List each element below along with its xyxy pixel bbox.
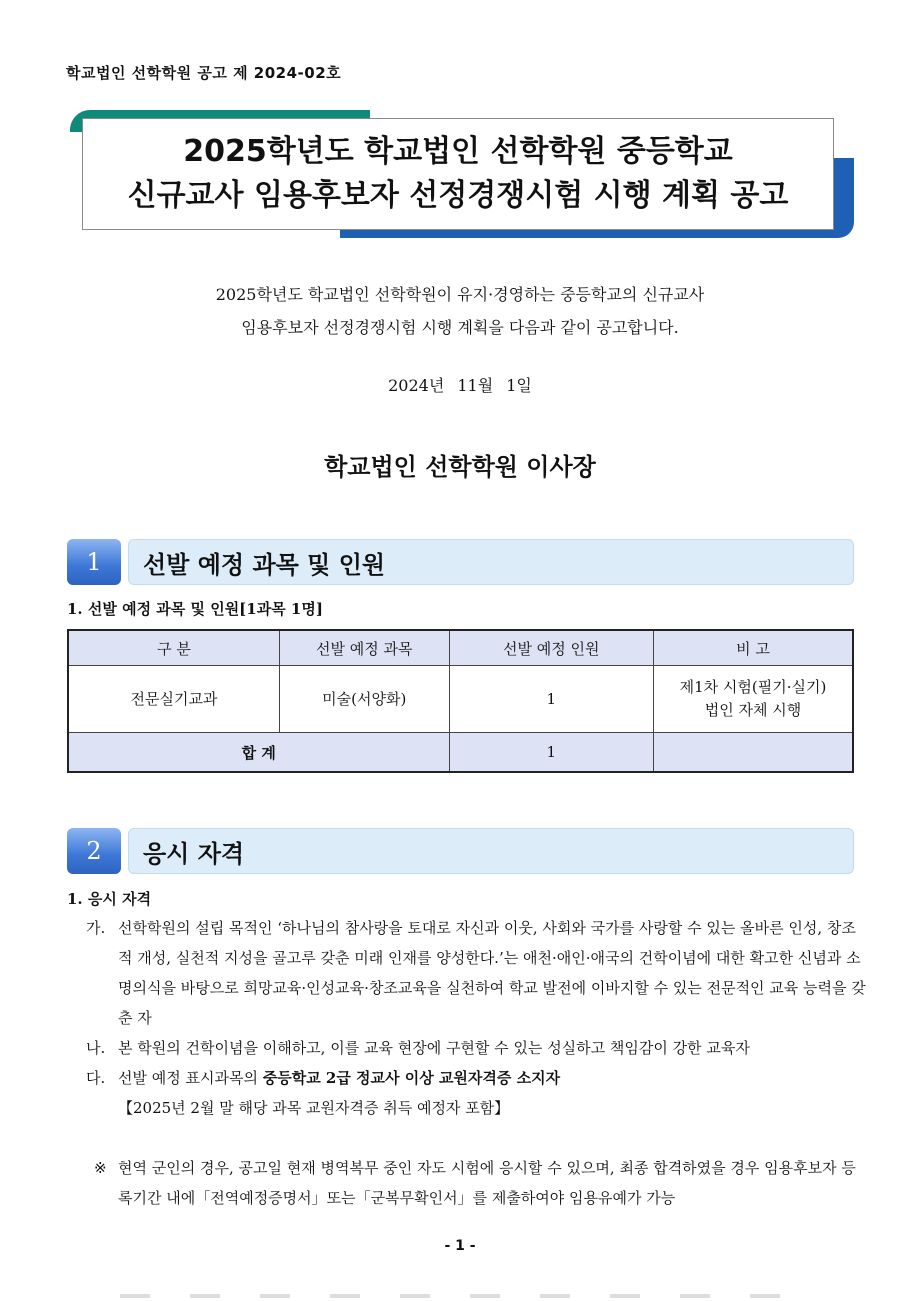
note-mark: ※ [94,1159,107,1177]
cell-subject: 미술(서양화) [279,666,449,733]
section-1-title: 선발 예정 과목 및 인원 [128,539,854,585]
item-mark: 가. [86,919,106,937]
intro-line-1: 2025학년도 학교법인 선학학원이 유지·경영하는 중등학교의 신규교사 [215,285,705,304]
section-1-number: 1 [67,539,121,585]
total-note [653,733,853,773]
item-text: 선학학원의 설립 목적인 ‘하나님의 참사랑을 토대로 자신과 이웃, 사회와 국가를 사랑할 수 있는 올바른 인성, 창조적 개성, 실천적 지성을 골고루 갖춘 미래 인재를 양성한다.’는 애천·애인·애국의 건학이념에 대한 확고한 신념과 소명의식을 바탕으로 희망교육·인성교육·창조교육을 실천하여 학교 발전에 이바지할 수 있는 전문적인 교육 능력을 갖춘 자 [118,919,866,1027]
item-text: 본 학원의 건학이념을 이해하고, 이를 교육 현장에 구현할 수 있는 성실하고 책임감이 강한 교육자 [118,1039,750,1057]
page-number: - 1 - [444,1238,476,1254]
section-1-subheading: 1. 선발 예정 과목 및 인원[1과목 1명] [67,600,323,618]
item-text-bold: 중등학교 2급 정교사 이상 교원자격증 소지자 [262,1069,561,1087]
qualification-list [86,913,866,1123]
section-2-title: 응시 자격 [128,828,854,874]
next-page-edge [120,1294,800,1298]
cell-note [653,666,853,733]
intro-line-2: 임용후보자 선정경쟁시험 시행 계획을 다음과 같이 공고합니다. [241,318,679,337]
signer: 학교법인 선학학원 이사장 [324,453,596,481]
note-text: 현역 군인의 경우, 공고일 현재 병역복무 중인 자도 시험에 응시할 수 있으며, 최종 합격하였을 경우 임용후보자 등록기간 내에「전역예정증명서」또는「군복무확인서」를 제출하여야 임용유예가 가능 [118,1159,856,1207]
header-subject: 선발 예정 과목 [279,630,449,666]
notice-date: 2024년 11월 1일 [388,376,532,395]
item-mark: 다. [86,1069,106,1087]
title-line-1: 2025학년도 학교법인 선학학원 중등학교 [183,134,733,169]
list-item [86,1033,866,1063]
cell-category: 전문실기교과 [68,666,279,733]
item-mark: 나. [86,1039,106,1057]
cell-note-line-2: 법인 자체 시행 [704,701,802,719]
table-total-row [68,733,853,773]
table-row [68,666,853,733]
cell-count: 1 [449,666,653,733]
section-2-subheading: 1. 응시 자격 [67,890,152,908]
selection-table [67,629,854,773]
list-item [86,1063,866,1123]
header-category: 구 분 [68,630,279,666]
header-count: 선발 예정 인원 [449,630,653,666]
title-line-2: 신규교사 임용후보자 선정경쟁시험 시행 계획 공고 [127,178,789,213]
military-note [94,1153,866,1213]
item-text-prefix: 선발 예정 표시과목의 [118,1069,263,1087]
cell-note-line-1: 제1차 시험(필기·실기) [679,678,827,696]
header-note: 비 고 [653,630,853,666]
total-label: 합 계 [68,733,449,773]
item-text-line-2: 【2025년 2월 말 해당 과목 교원자격증 취득 예정자 포함】 [118,1099,510,1117]
document-title [82,118,834,230]
table-header-row [68,630,853,666]
notice-number: 학교법인 선학학원 공고 제 2024-02호 [66,64,342,82]
total-count: 1 [449,733,653,773]
section-2-number: 2 [67,828,121,874]
list-item [86,913,866,1033]
item-text [118,1063,866,1123]
